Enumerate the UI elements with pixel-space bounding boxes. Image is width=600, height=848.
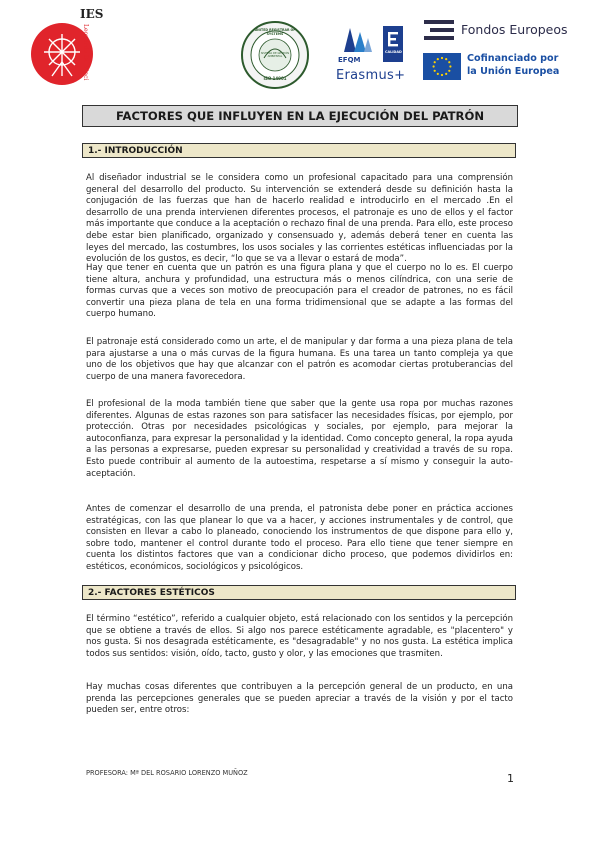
section-heading-introduccion: 1.- INTRODUCCIÓN [82, 143, 516, 158]
cofinanciado-label [467, 52, 559, 78]
paragraph: Hay muchas cosas diferentes que contribuyen a la percepción general de un producto, en una prenda las percepciones generales que se pueden apreciar a través de la visión y por el tacto pueden ser, entre otros: [86, 682, 513, 716]
eu-flag-icon [423, 53, 461, 80]
calidad-label: CALIDAD [385, 50, 402, 54]
ies-subtitle: Leonardo Da Vinci [82, 24, 89, 81]
calidad-logo-icon [383, 26, 403, 62]
paragraph: El profesional de la moda también tiene que saber que la gente usa ropa por muchas razones diferentes. Algunas de estas razones son para satisfacer las necesidades físicas, por ejemplo, por protección. Otras por necesidades psicológicas y sociales, por ejemplo, para mejorar la autoconfianza, para expresar la personalidad y la identidad. Como concepto general, la ropa ayuda a las personas a expresarse, pueden expresar su personalidad y creatividad a través de su ropa. Esto puede contribuir al aumento de la autoestima, respetarse a sí mismo y conseguir la auto-aceptación. [86, 399, 513, 479]
paragraph: El término “estético”, referido a cualquier objeto, está relacionado con los sentidos y la percepción que se obtiene a través de ellos. Si algo nos parece estéticamente agradable, es "placentero" y nos gusta. Si nos desagrada estéticamente, es "desagradable" y no nos gusta. La estética implica todos sus sentidos: visión, oído, tacto, gusto y olor, y las emociones que trasmiten. [86, 614, 513, 659]
ies-label: IES [80, 7, 104, 21]
cofinanciado-line-1: Cofinanciado por [467, 53, 559, 64]
fondos-europeos-icon [424, 19, 454, 41]
iso-seal-top-text: UNITED REGISTRAR OF SYSTEMS [254, 28, 296, 36]
section-heading-factores-esteticos: 2.- FACTORES ESTÉTICOS [82, 585, 516, 600]
footer-author: PROFESORA: Mª DEL ROSARIO LORENZO MUÑOZ [86, 769, 248, 777]
iso-seal-center-text: SISTEMA DE GESTIÓN AMBIENTAL [260, 52, 290, 58]
document-title: FACTORES QUE INFLUYEN EN LA EJECUCIÓN DEL PATRÓN [82, 105, 518, 127]
page-number: 1 [507, 772, 514, 785]
paragraph: Al diseñador industrial se le considera como un profesional capacitado para una comprensión general del desarrollo del producto. Su intervención se extenderá desde su definición hasta la conjugación de las fuerzas que han de hacerlo realidad e introducirlo en el mercado .En el desarrollo de una prenda intervienen diferentes procesos, el patronaje es uno de ellos y el factor más importante que conduce a la aceptación o rechazo final de una prenda. Para ello, este proceso debe estar bien planificado, organizado y consensuado y, además deberá tener en cuenta las leyes del mercado, las costumbres, los usos sociales y las corrientes estéticas influenciadas por la evolución de los gustos, es decir, “lo que se va a llevar o estará de moda”. [86, 173, 513, 265]
paragraph: Antes de comenzar el desarrollo de una prenda, el patronista debe poner en práctica acciones estratégicas, con las que planear lo que va a hacer, y acciones instrumentales y de control, que consisten en llevar a cabo lo planeado, conociendo los instrumentos de que dispone para ello y, sobre todo, mantener el control durante todo el proceso. Para ello tiene que tener siempre en cuenta los distintos factores que van a condicionar dicho proceso, que podemos dividirlos en: estéticos, económicos, sociológicos y psicológicos. [86, 504, 513, 572]
paragraph: Hay que tener en cuenta que un patrón es una figura plana y que el cuerpo no lo es. El cuerpo tiene altura, anchura y profundidad, una estructura más o menos cilíndrica, con una serie de formas curvas que a veces son motivo de preocupación para el creador de patrones, no es fácil convertir una pieza plana de tela en una forma tridimensional que se adapte a las formas del cuerpo humano. [86, 263, 513, 320]
paragraph: El patronaje está considerado como un arte, el de manipular y dar forma a una pieza plana de tela para ajustarse a una o más curvas de la figura humana. Es una tarea un tanto compleja ya que uno de los objetivos que hay que alcanzar con el patrón es acomodar ciertas protuberancias del cuerpo de una manera favorecedora. [86, 337, 513, 382]
efqm-label: EFQM [338, 56, 361, 64]
page-header [0, 0, 600, 100]
fondos-europeos-label: Fondos Europeos [461, 22, 568, 37]
cofinanciado-line-2: la Unión Europea [467, 66, 560, 77]
iso-seal-bottom-text: ISO 14001 [263, 76, 287, 81]
erasmus-label: Erasmus+ [336, 68, 406, 83]
